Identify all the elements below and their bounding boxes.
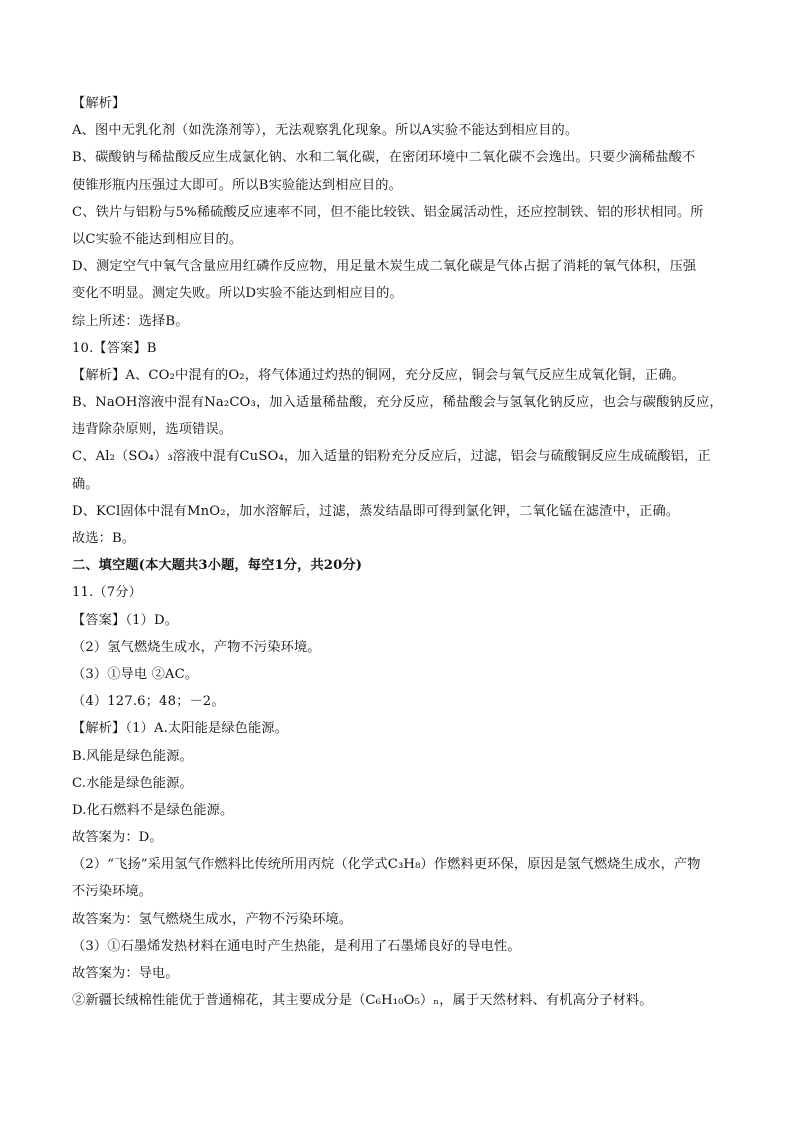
text-line-04: 使锥形瓶内压强过大即可。所以B实验能达到相应目的。	[72, 177, 402, 193]
answer-explanation-text	[72, 90, 732, 1014]
text-line-01: 【解析】	[72, 96, 126, 111]
text-line-16: D、KCl固体中混有MnO₂，加水溶解后，过滤，蒸发结晶即可得到氯化钾，二氧化锰在滤渣中，正确。	[72, 503, 680, 519]
text-line-29: （2）“飞扬”采用氢气作燃料比传统所用丙烷（化学式C₃H₈）作燃料更环保，原因是氢气燃烧生成水，产物	[72, 857, 701, 873]
text-line-09: 综上所述：选择B。	[72, 313, 189, 329]
text-line-11: 【解析】A、CO₂中混有的O₂，将气体通过灼热的铜网，充分反应，铜会与氧气反应生成氧化铜，正确。	[72, 367, 685, 383]
text-line-06: 以C实验不能达到相应目的。	[72, 231, 243, 247]
text-line-23: （4）127.6；48；－2。	[72, 694, 225, 710]
text-line-10: 10.【答案】B	[72, 340, 157, 356]
text-line-07: D、测定空气中氧气含量应用红磷作反应物，用足量木炭生成二氧化碳是气体占据了消耗的氧气体积，压强	[72, 259, 697, 275]
section-heading: 二、填空题(本大题共3小题，每空1分，共20分)	[72, 558, 363, 574]
text-line-17: 故选：B。	[72, 531, 136, 546]
text-line-32: （3）①石墨烯发热材料在通电时产生热能，是利用了石墨烯良好的导电性。	[72, 938, 521, 954]
text-line-34: ②新疆长绒棉性能优于普通棉花，其主要成分是（C₆H₁₀O₅）ₙ，属于天然材料、有机高分子材料。	[72, 993, 653, 1009]
text-line-20: 【答案】（1）D。	[72, 612, 179, 628]
text-line-12: B、NaOH溶液中混有Na₂CO₃，加入适量稀盐酸，充分反应，稀盐酸会与氢氧化钠反应，也会与碳酸钠反应，	[72, 395, 723, 411]
text-line-03: B、碳酸钠与稀盐酸反应生成氯化钠、水和二氧化碳，在密闭环境中二氧化碳不会逸出。只要少滴稀盐酸不	[72, 150, 696, 166]
text-line-25: B.风能是绿色能源。	[72, 748, 193, 764]
text-line-08: 变化不明显。测定失败。所以D实验不能达到相应目的。	[72, 286, 403, 302]
text-line-27: D.化石燃料不是绿色能源。	[72, 802, 234, 818]
text-line-19: 11.（7分）	[72, 585, 142, 601]
text-line-28: 故答案为：D。	[72, 830, 163, 846]
text-line-14: C、Al₂（SO₄）₃溶液中混有CuSO₄，加入适量的铝粉充分反应后，过滤，铝会与硫酸铜反应生成硫酸铝，正	[72, 449, 711, 465]
text-line-13: 违背除杂原则，选项错误。	[72, 422, 233, 438]
text-line-05: C、铁片与铝粉与5%稀硫酸反应速率不同，但不能比较铁、铝金属活动性，还应控制铁、铝的形状相同。所	[72, 204, 704, 220]
text-line-21: （2）氢气燃烧生成水，产物不污染环境。	[72, 639, 321, 655]
text-line-24: 【解析】（1）A.太阳能是绿色能源。	[72, 721, 289, 737]
text-line-33: 故答案为：导电。	[72, 966, 179, 981]
text-line-30: 不污染环境。	[72, 884, 153, 900]
text-line-26: C.水能是绿色能源。	[72, 775, 193, 791]
text-line-02: A、图中无乳化剂（如洗涤剂等），无法观察乳化现象。所以A实验不能达到相应目的。	[72, 123, 579, 139]
text-line-15: 确。	[72, 476, 99, 492]
text-line-22: （3）①导电 ②AC。	[72, 666, 199, 682]
text-line-31: 故答案为：氢气燃烧生成水，产物不污染环境。	[72, 911, 353, 927]
